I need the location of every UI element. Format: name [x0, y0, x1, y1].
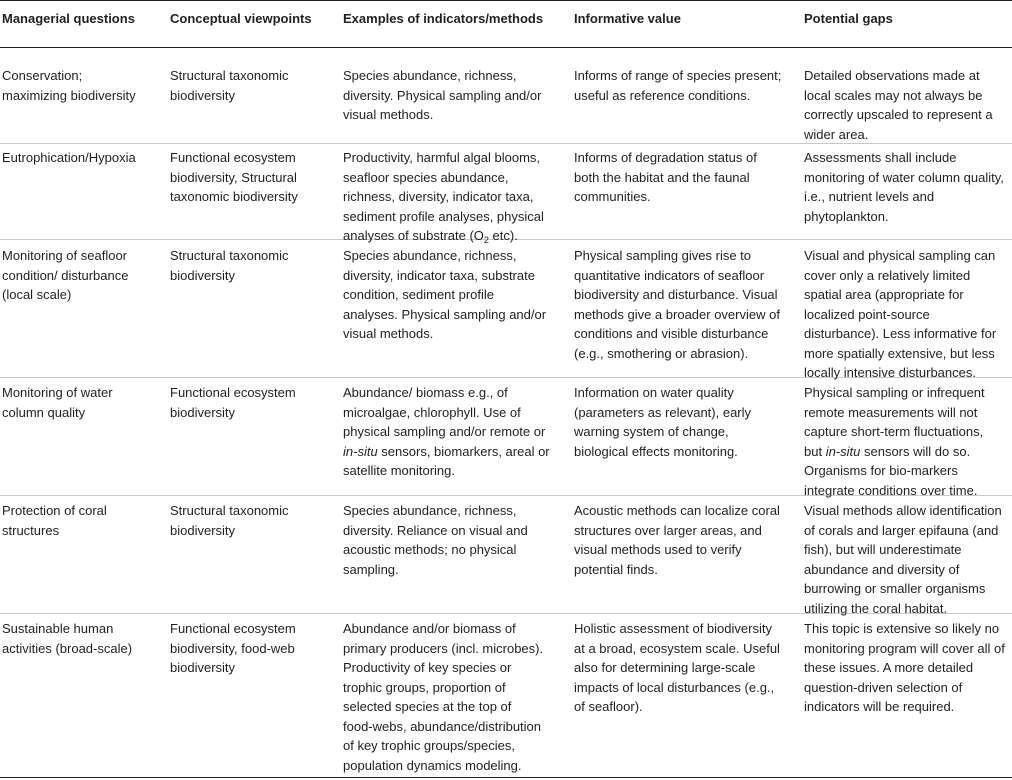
- viewpoint-cell: Structural taxonomic biodiversity: [170, 248, 289, 283]
- question-cell: Eutrophication/Hypoxia: [2, 150, 136, 165]
- table-row: [0, 48, 1012, 144]
- table-row: [0, 496, 1012, 614]
- question-cell: Conservation; maximizing biodiversity: [2, 68, 136, 103]
- gaps-cell: Detailed observations made at local scales may not always be correctly upscaled to represent a wider area.: [804, 68, 993, 142]
- question-cell: Monitoring of water column quality: [2, 385, 113, 420]
- gaps-cell: Visual methods allow identification of corals and larger epifauna (and fish), but will underestimate abundance and diversity of burrowing or smaller organisms utilizing the coral habitat.: [804, 503, 1002, 616]
- examples-cell: Species abundance, richness, diversity, indicator taxa, substrate condition, sediment profile analyses. Physical sampling and/or visual methods.: [343, 248, 547, 341]
- viewpoint-cell: Structural taxonomic biodiversity: [170, 68, 289, 103]
- question-cell: Monitoring of seafloor condition/ disturbance (local scale): [2, 248, 129, 302]
- viewpoint-cell: Functional ecosystem biodiversity: [170, 385, 296, 420]
- question-cell: Sustainable human activities (broad-scale): [2, 621, 133, 656]
- table-row: [0, 378, 1012, 496]
- table-row: [0, 240, 1012, 378]
- table-row: [0, 144, 1012, 245]
- header-potential-gaps: Potential gaps: [804, 11, 893, 26]
- gaps-cell: Assessments shall include monitoring of water column quality, i.e., nutrient levels and phytoplankton.: [804, 150, 1004, 224]
- table-row: [0, 614, 1012, 778]
- gaps-cell: Visual and physical sampling can cover only a relatively limited spatial area (appropriate for localized point-source disturbance). Less informative for more spatially extensive, but less locally intensive disturbances.: [804, 248, 997, 380]
- informative-cell: Physical sampling gives rise to quantitative indicators of seafloor biodiversity and disturbance. Visual methods give a broader overview of conditions and visible disturbance (e.g., smothering or abrasion).: [574, 248, 780, 361]
- informative-cell: Information on water quality (parameters as relevant), early warning system of change, biological effects monitoring.: [574, 385, 752, 459]
- informative-cell: Acoustic methods can localize coral structures over larger areas, and visual methods used to verify potential finds.: [574, 503, 780, 577]
- question-cell: Protection of coral structures: [2, 503, 107, 538]
- informative-cell: Informs of degradation status of both the habitat and the faunal communities.: [574, 150, 757, 204]
- header-conceptual-viewpoints: Conceptual viewpoints: [170, 11, 312, 26]
- informative-cell: Informs of range of species present; useful as reference conditions.: [574, 68, 782, 103]
- examples-cell: Species abundance, richness, diversity. Physical sampling and/or visual methods.: [343, 68, 542, 122]
- examples-cell: Species abundance, richness, diversity. Reliance on visual and acoustic methods; no physical sampling.: [343, 503, 528, 577]
- gaps-cell: This topic is extensive so likely no monitoring program will cover all of these issues. A more detailed question-driven selection of indicators will be required.: [804, 621, 1005, 714]
- viewpoint-cell: Functional ecosystem biodiversity, food-web biodiversity: [170, 621, 296, 675]
- viewpoint-cell: Functional ecosystem biodiversity, Structural taxonomic biodiversity: [170, 150, 298, 204]
- header-examples: Examples of indicators/methods: [343, 11, 544, 26]
- header-informative-value: Informative value: [574, 11, 681, 26]
- gaps-cell: Physical sampling or infrequent remote measurements will not capture short-term fluctuations, but in-situ sensors will do so. Organisms for bio-markers integrate conditions over time.: [804, 385, 985, 498]
- table-header: [0, 0, 1012, 48]
- header-managerial-questions: Managerial questions: [2, 11, 135, 26]
- informative-cell: Holistic assessment of biodiversity at a broad, ecosystem scale. Useful also for determining large-scale impacts of local disturbances (e.g., of seafloor).: [574, 621, 780, 714]
- examples-cell: Abundance and/or biomass of primary producers (incl. microbes). Productivity of key species or trophic groups, proportion of selected species at the top of food-webs, abundance/distribution of key trophic groups/species, population dynamics modeling.: [343, 621, 544, 773]
- viewpoint-cell: Structural taxonomic biodiversity: [170, 503, 289, 538]
- examples-cell: Productivity, harmful algal blooms, seafloor species abundance, richness, diversity, indicator taxa, sediment profile analyses, physical analyses of substrate ($O_2$ etc).: [343, 150, 544, 245]
- examples-cell: Abundance/ biomass e.g., of microalgae, chlorophyll. Use of physical sampling and/or remote or in-situ sensors, biomarkers, areal or satellite monitoring.: [343, 385, 550, 478]
